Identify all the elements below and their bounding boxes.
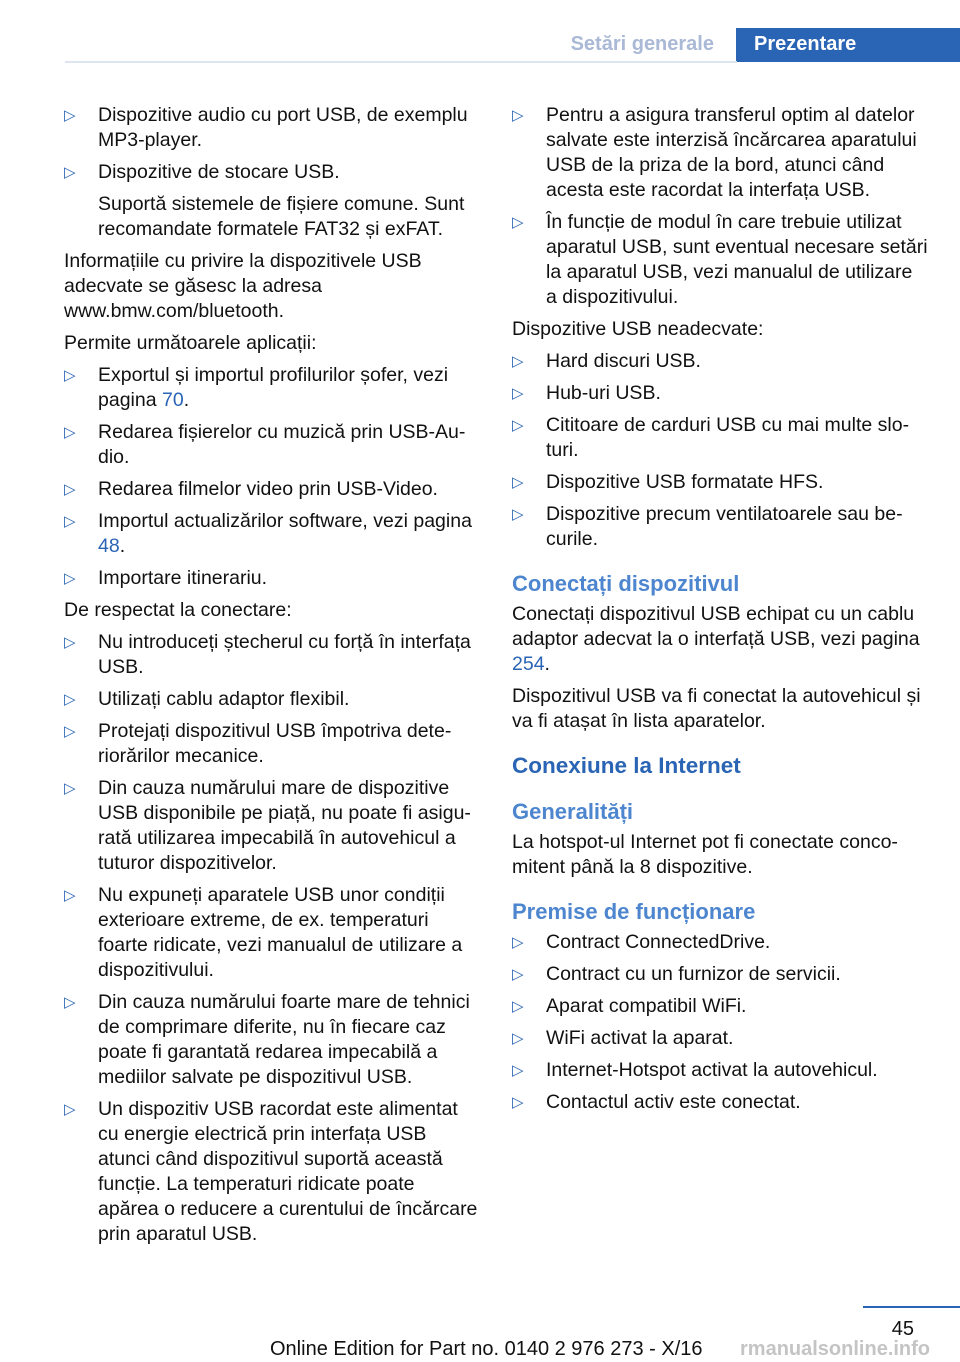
bullet-triangle-icon: ▷	[512, 506, 524, 523]
list-item-text: Importare itinerariu.	[98, 567, 268, 589]
list-item-text: Utilizați cablu adaptor flexibil.	[98, 688, 350, 710]
list-item	[64, 883, 480, 983]
page-link[interactable]: 70	[161, 389, 184, 411]
list-item-text: Din cauza numărului mare de dispozitive USB disponibile pe piață, nu poate fi asigurată utilizarea impecabilă în autovehicul a tuturor dispozitivelor.	[98, 777, 471, 874]
paragraph: Permite următoarele aplicații:	[64, 332, 317, 354]
list-item	[64, 509, 480, 559]
list-item-text: Exportul și importul profilurilor șofer, vezi pagina	[98, 364, 449, 411]
tab-setari-generale[interactable]: Setări generale	[570, 33, 714, 55]
paragraph: Dispozitive USB neadecvate:	[512, 318, 764, 340]
list-item-text: În funcție de modul în care trebuie utilizat aparatul USB, sunt eventual necesare setări la aparatul USB, vezi manualul de utilizare a dispozitivului.	[546, 211, 928, 308]
list-item	[64, 630, 480, 680]
list-item-text: Contactul activ este conectat.	[546, 1091, 801, 1113]
bullet-triangle-icon: ▷	[512, 417, 524, 434]
list-item	[512, 1058, 928, 1083]
watermark: rmanualsonline.info	[740, 1338, 931, 1360]
bullet-triangle-icon: ▷	[64, 164, 76, 181]
list-item	[64, 160, 480, 185]
list-item	[512, 413, 928, 463]
list-item	[64, 363, 480, 413]
list-item	[64, 477, 480, 502]
list-item-text: Dispozitive audio cu port USB, de exemplu MP3-player.	[98, 104, 468, 151]
list-item	[512, 962, 928, 987]
list-item	[64, 420, 480, 470]
bullet-triangle-icon: ▷	[512, 385, 524, 402]
bullet-triangle-icon: ▷	[64, 634, 76, 651]
page-link[interactable]: 48	[98, 535, 120, 557]
list-item	[512, 210, 928, 310]
list-item-note: Suportă sistemele de fișiere comune. Sunt recomandate formatele FAT32 și exFAT.	[98, 193, 465, 240]
list-item-text: Hub-uri USB.	[546, 382, 661, 404]
list-item-text: Importul actualizărilor software, vezi pagina	[98, 510, 472, 532]
chapter-heading: Conexiune la Internet	[512, 753, 741, 778]
list-item-text: Pentru a asigura transferul optim al datelor salvate este interzisă încărcarea aparatului USB de la priza de la bord, atunci când acesta este racordat la interfața USB.	[546, 104, 917, 201]
list-item	[512, 1026, 928, 1051]
list-item	[64, 1097, 480, 1247]
section-heading: Premise de funcționare	[512, 899, 756, 924]
list-item-text: Contract cu un furnizor de servicii.	[546, 963, 841, 985]
list-item-text: Internet-Hotspot activat la autovehicul.	[546, 1059, 878, 1081]
page-link[interactable]: 254	[512, 653, 545, 675]
bullet-triangle-icon: ▷	[64, 780, 76, 797]
list-item	[64, 719, 480, 769]
list-item-text: Cititoare de carduri USB cu mai multe sloturi.	[546, 414, 910, 461]
punctuation: .	[183, 389, 190, 411]
section-heading: Generalități	[512, 799, 634, 824]
paragraph: De respectat la conectare:	[64, 599, 292, 621]
bullet-triangle-icon: ▷	[512, 934, 524, 951]
bullet-triangle-icon: ▷	[64, 367, 76, 384]
bullet-triangle-icon: ▷	[512, 998, 524, 1015]
list-item	[512, 470, 928, 495]
punctuation: .	[544, 653, 550, 675]
header-tabs	[549, 28, 960, 62]
paragraph: Informațiile cu privire la dispozitivele USB adecvate se găsesc la adresa www.bmw.com/bluetooth.	[64, 250, 422, 322]
punctuation: .	[119, 535, 126, 557]
bullet-triangle-icon: ▷	[512, 1094, 524, 1111]
list-item	[512, 502, 928, 552]
list-item	[512, 381, 928, 406]
bullet-triangle-icon: ▷	[64, 424, 76, 441]
list-item-text: Dispozitive precum ventilatoarele sau becurile.	[546, 503, 903, 550]
bullet-triangle-icon: ▷	[64, 513, 76, 530]
list-item	[64, 687, 480, 712]
bullet-triangle-icon: ▷	[512, 214, 524, 231]
list-item	[64, 776, 480, 876]
list-item-text: Protejați dispozitivul USB împotriva deteriorărilor mecanice.	[98, 720, 452, 767]
list-item	[64, 566, 480, 591]
bullet-triangle-icon: ▷	[512, 353, 524, 370]
section-heading: Conectați dispozitivul	[512, 571, 740, 596]
bullet-triangle-icon: ▷	[64, 1101, 76, 1118]
list-item	[512, 103, 928, 203]
list-item-text: Aparat compatibil WiFi.	[546, 995, 747, 1017]
list-item-text: Nu introduceți ștecherul cu forță în interfața USB.	[98, 631, 471, 678]
list-item	[64, 990, 480, 1090]
list-item-text: Contract ConnectedDrive.	[546, 931, 771, 953]
list-item	[512, 349, 928, 374]
page-number-rule	[863, 1306, 960, 1308]
bullet-triangle-icon: ▷	[512, 1030, 524, 1047]
list-item-text: Redarea filmelor video prin USB-Video.	[98, 478, 438, 500]
list-item-text: Nu expuneți aparatele USB unor condiții exterioare extreme, de ex. temperaturi foarte ridicate, vezi manualul de utilizare a dispozitivului.	[98, 884, 463, 981]
left-column	[64, 103, 480, 1254]
paragraph	[512, 602, 928, 677]
bullet-triangle-icon: ▷	[64, 994, 76, 1011]
bullet-triangle-icon: ▷	[64, 887, 76, 904]
list-item	[512, 930, 928, 955]
header-rule	[65, 61, 737, 63]
bullet-triangle-icon: ▷	[512, 1062, 524, 1079]
bullet-triangle-icon: ▷	[64, 107, 76, 124]
list-item-text: Dispozitive de stocare USB.	[98, 161, 340, 183]
bullet-triangle-icon: ▷	[512, 107, 524, 124]
bullet-triangle-icon: ▷	[512, 966, 524, 983]
list-item-text: Dispozitive USB formatate HFS.	[546, 471, 824, 493]
paragraph-text: Conectați dispozitivul USB echipat cu un cablu adaptor adecvat la o interfață USB, vezi pagina	[512, 603, 920, 650]
list-item-text: Din cauza numărului foarte mare de tehnici de comprimare diferite, nu în fiecare caz poate fi garantată redarea impecabilă a mediilor salvate pe dispozitivul USB.	[98, 991, 470, 1088]
list-item	[64, 103, 480, 153]
page-number: 45	[891, 1318, 914, 1340]
paragraph: La hotspot-ul Internet pot fi conectate concomitent până la 8 dispozitive.	[512, 831, 898, 878]
bullet-triangle-icon: ▷	[64, 481, 76, 498]
tab-prezentare[interactable]: Prezentare	[736, 28, 960, 62]
paragraph: Dispozitivul USB va fi conectat la autovehicul și va fi atașat în lista aparatelor.	[512, 685, 921, 732]
bullet-triangle-icon: ▷	[512, 474, 524, 491]
list-item-text: Un dispozitiv USB racordat este alimentat cu energie electrică prin interfața USB atunci când dispozitivul suportă această funcție. La temperaturi ridicate poate apărea o reducere a curentului de încărcare prin aparatul USB.	[98, 1098, 478, 1245]
list-item	[512, 1090, 928, 1115]
list-item-text: Hard discuri USB.	[546, 350, 701, 372]
list-item-text: Redarea fișierelor cu muzică prin USB-Audio.	[98, 421, 466, 468]
bullet-triangle-icon: ▷	[64, 691, 76, 708]
list-item-text: WiFi activat la aparat.	[546, 1027, 734, 1049]
list-item	[512, 994, 928, 1019]
bullet-triangle-icon: ▷	[64, 570, 76, 587]
bullet-triangle-icon: ▷	[64, 723, 76, 740]
edition-footer: Online Edition for Part no. 0140 2 976 273 - X/16	[270, 1338, 703, 1360]
right-column	[512, 103, 928, 1122]
